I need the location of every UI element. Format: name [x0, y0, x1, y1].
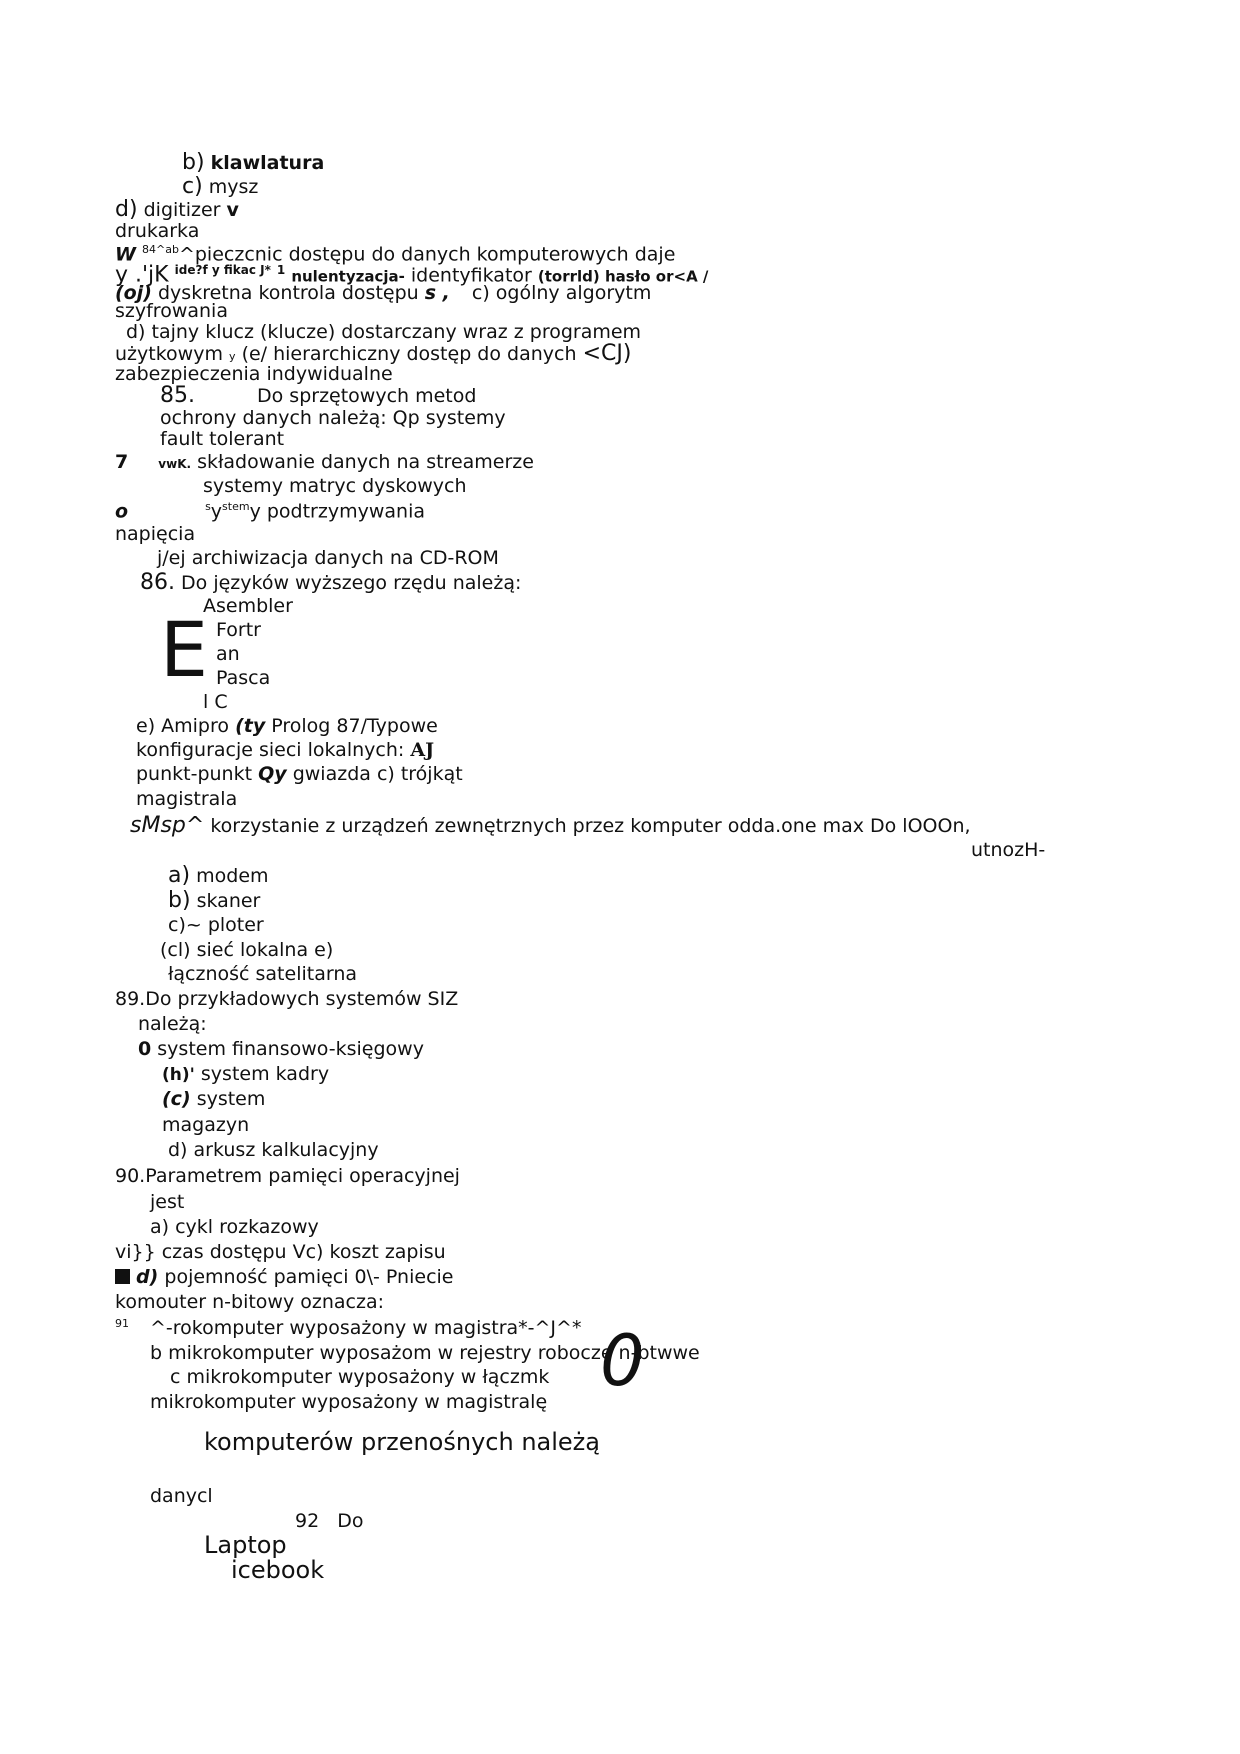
garbled-prefix: sMsp^ — [130, 813, 205, 838]
garbled-sup: s — [205, 500, 211, 513]
option-text: magazyn — [162, 1114, 250, 1136]
option-text: magistrala — [136, 788, 238, 810]
question-text: komputerów przenośnych należą — [204, 1428, 600, 1456]
large-letter-e — [160, 605, 209, 694]
handwritten-mark: o — [115, 500, 129, 523]
line-question-92 — [295, 1512, 363, 1531]
line-konfiguracje — [136, 741, 434, 760]
line-kadry — [162, 1065, 329, 1084]
line-d-digitizer — [115, 199, 239, 221]
line-mikro-last — [150, 1393, 547, 1412]
line-punkt-punkt — [136, 765, 463, 784]
line-amipro — [136, 717, 438, 736]
option-label: d) — [136, 1266, 159, 1288]
line-text: szyfrowania — [115, 300, 228, 322]
option-text: y podtrzymywania — [249, 500, 425, 523]
handwritten-mark: AJ — [410, 739, 435, 761]
line-question-86 — [140, 572, 521, 594]
option-text: mikrokomputer wyposażony w magistralę — [150, 1391, 548, 1413]
line-question-89 — [115, 990, 458, 1009]
option-text: d) arkusz kalkulacyjny — [168, 1139, 379, 1161]
line-fault-tolerant — [160, 430, 284, 449]
garbled-sup: stem — [222, 500, 250, 513]
handwritten-mark: (c) — [162, 1088, 191, 1110]
line-lc — [203, 693, 228, 712]
question-number: 92 — [295, 1510, 320, 1532]
line-czas-dostepu — [115, 1243, 446, 1262]
line-text: Prolog 87/Typowe — [271, 715, 438, 737]
line-text: zabezpieczenia indywidualne — [115, 363, 393, 385]
line-cykl — [150, 1218, 319, 1237]
option-text: Fortr — [216, 619, 261, 641]
line-an — [216, 645, 240, 664]
line-matryc — [203, 477, 467, 496]
option-text: a) cykl rozkazowy — [150, 1216, 319, 1238]
line-question-85 — [160, 385, 476, 407]
option-text: klawlatura — [210, 152, 325, 174]
option-text: e) Amipro — [136, 715, 230, 737]
line-text: utnozH- — [971, 839, 1046, 861]
option-label: b) — [182, 150, 205, 175]
option-label: b — [150, 1342, 163, 1364]
line-ploter — [168, 916, 264, 935]
line-text: c) ogólny algorytm — [471, 282, 652, 304]
question-number: 86. — [140, 570, 175, 595]
question-text: Do języków wyższego rzędu należą: — [181, 572, 522, 594]
option-text: system finansowo-księgowy — [157, 1038, 424, 1060]
line-ochrony — [160, 409, 506, 428]
question-number: 85. — [160, 383, 195, 408]
option-text: mikrokomputer wyposażom w rejestry robocze n-btwwe — [168, 1342, 700, 1364]
line-magazyn — [162, 1116, 249, 1135]
filled-square-mark — [115, 1269, 130, 1284]
option-text: składowanie danych na streamerze — [197, 451, 534, 473]
handwritten-mark: <CJ) — [582, 341, 632, 366]
option-text: system kadry — [200, 1063, 330, 1085]
line-pojemnosc — [115, 1268, 453, 1287]
option-text: j/ej archiwizacja danych na CD-ROM — [157, 547, 499, 569]
option-text: Pasca — [216, 667, 271, 689]
line-text: fault tolerant — [160, 428, 285, 450]
handwritten-mark: 7 — [115, 451, 129, 473]
question-text: 90.Parametrem pamięci operacyjnej — [115, 1165, 460, 1187]
garbled-sup: 84^ab — [142, 243, 179, 256]
option-text: punkt-punkt — [136, 763, 253, 785]
option-text: (cl) sieć lokalna e) — [160, 939, 334, 961]
option-text: mikrokomputer wyposażony w łączmk — [186, 1366, 550, 1388]
line-komouter — [115, 1293, 384, 1312]
option-text: system — [196, 1088, 266, 1110]
line-finansowo — [138, 1040, 424, 1059]
option-label: b) — [168, 888, 191, 913]
handwritten-mark: (ty — [235, 715, 266, 737]
option-text: digitizer — [143, 199, 221, 221]
line-danycl — [150, 1487, 213, 1506]
option-text: systemy matryc dyskowych — [203, 475, 467, 497]
option-text: modem — [196, 865, 269, 887]
handwritten-mark: y — [229, 350, 236, 363]
line-text: identyfikator — [410, 264, 532, 287]
line-c-mysz — [182, 176, 258, 198]
handwritten-mark: Qy — [258, 763, 287, 785]
line-text: (e/ hierarchiczny dostęp do danych — [241, 343, 577, 365]
line-uzytkowym — [115, 343, 631, 365]
line-tajny-klucz — [126, 323, 641, 342]
line-question-84 — [115, 244, 675, 264]
option-text: l C — [203, 691, 228, 713]
option-text: łączność satelitarna — [168, 963, 358, 985]
line-naleza — [138, 1015, 207, 1034]
line-text: dyskretna kontrola dostępu — [157, 282, 419, 304]
option-text: Laptop — [204, 1531, 287, 1559]
option-text: Asembler — [203, 595, 293, 617]
handwritten-mark: 0 — [600, 1320, 645, 1402]
line-question-90 — [115, 1167, 460, 1186]
question-number: 91 — [115, 1317, 129, 1330]
line-drukarka — [115, 222, 199, 241]
line-streamer — [115, 453, 534, 472]
line-icebook — [231, 1558, 324, 1582]
handwritten-mark: (h)' — [162, 1065, 195, 1085]
handwritten-mark: E — [160, 605, 209, 694]
line-arkusz — [168, 1141, 379, 1160]
option-text: vi}} czas dostępu Vc) koszt zapisu — [115, 1241, 446, 1263]
option-text: c)~ ploter — [168, 914, 264, 936]
question-text: 89.Do przykładowych systemów SIZ — [115, 988, 459, 1010]
question-text: komouter n-bitowy oznacza: — [115, 1291, 384, 1313]
option-label: (oj) — [115, 282, 152, 304]
question-text: ^pieczcnic dostępu do danych komputerowych daje — [178, 243, 676, 266]
option-label: c) — [182, 174, 203, 199]
line-question-91 — [115, 1318, 581, 1338]
line-text: użytkowym — [115, 343, 223, 365]
question-text: konfiguracje sieci lokalnych: — [136, 739, 405, 761]
line-modem — [168, 865, 269, 887]
option-label: d) — [115, 197, 138, 222]
line-text: danycl — [150, 1485, 213, 1507]
option-text: gwiazda c) trójkąt — [292, 763, 463, 785]
line-mikro-c — [170, 1368, 549, 1387]
garbled-bold: nulentyzacja- — [291, 267, 405, 286]
option-text: mysz — [208, 176, 259, 198]
garbled-text: y — [210, 500, 223, 523]
line-pasca — [216, 669, 270, 688]
line-siec-lokalna — [160, 941, 333, 960]
garbled-prefix: y .'jK — [115, 262, 169, 288]
line-podtrzymywania — [115, 501, 425, 521]
line-text: d) tajny klucz (klucze) dostarczany wraz z programem — [126, 321, 642, 343]
line-b-klawiatura — [182, 152, 324, 174]
option-text: skaner — [196, 890, 261, 912]
option-text: icebook — [231, 1556, 325, 1584]
handwritten-mark: v — [226, 199, 239, 221]
line-text: jest — [150, 1191, 185, 1213]
line-szyfrowania — [115, 302, 228, 321]
handwritten-mark: 0 — [138, 1038, 152, 1060]
option-text: ^-rokomputer wyposażony w magistra*-^J^* — [150, 1317, 582, 1340]
line-text: ochrony danych należą: Qp systemy — [160, 407, 506, 429]
option-text: pojemność pamięci 0\- Pniecie — [164, 1266, 454, 1288]
option-label: c — [170, 1366, 181, 1388]
line-jest — [150, 1193, 184, 1212]
garbled-sup: ide?f y fikac J* — [174, 263, 271, 277]
line-napiecia — [115, 525, 195, 544]
line-system-c — [162, 1090, 265, 1109]
large-zero-mark — [600, 1320, 645, 1402]
handwritten-mark: s , — [424, 282, 450, 304]
question-text: Do — [337, 1510, 364, 1532]
line-archiwizacja — [157, 549, 499, 568]
garbled-sup: 1 — [276, 263, 286, 277]
garbled-prefix: W — [115, 243, 136, 266]
option-text: an — [216, 643, 240, 665]
line-laptop — [204, 1533, 287, 1557]
line-fortr — [216, 621, 261, 640]
line-skaner — [168, 890, 260, 912]
line-zabezpieczenia — [115, 365, 393, 384]
garbled-bold: (torrld) hasło or<A / — [537, 267, 709, 286]
question-text: korzystanie z urządzeń zewnętrznych przez komputer odda.one max Do lOOOn, — [210, 815, 971, 837]
line-utnoz — [971, 841, 1045, 860]
line-text: należą: — [138, 1013, 207, 1035]
line-text: drukarka — [115, 220, 200, 242]
question-text: Do sprzętowych metod — [257, 385, 477, 407]
line-question-88 — [130, 815, 971, 837]
line-asembler — [203, 597, 293, 616]
garbled-prefix: vwK. — [158, 457, 192, 471]
line-magistrala — [136, 790, 237, 809]
line-komputerow — [204, 1430, 600, 1454]
option-label: a) — [168, 863, 191, 888]
line-lacznosc — [168, 965, 357, 984]
line-text: napięcia — [115, 523, 196, 545]
